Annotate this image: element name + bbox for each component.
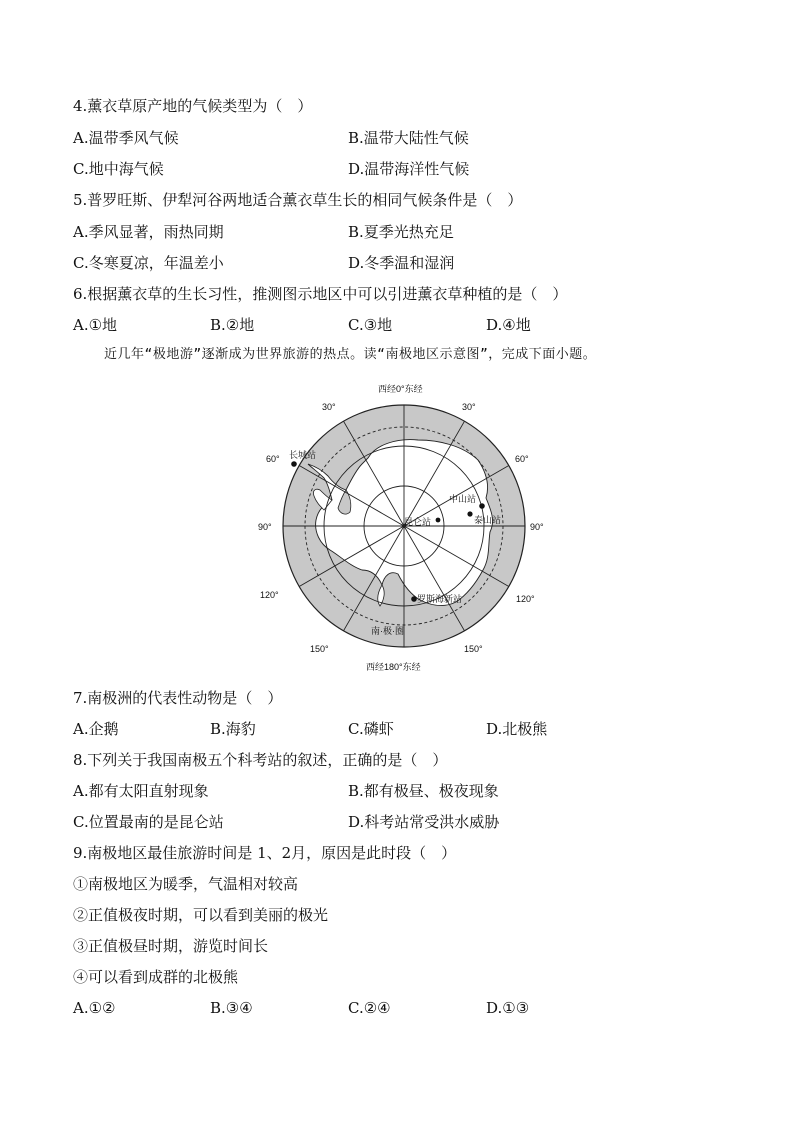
lon-label-90e: 90° bbox=[530, 522, 544, 532]
q7-option-a: A.企鹅 bbox=[73, 720, 119, 738]
kunlun-station-dot bbox=[436, 518, 441, 523]
changcheng-station-dot bbox=[291, 461, 297, 467]
q5-option-c: C.冬寒夏凉，年温差小 bbox=[73, 254, 224, 272]
lon-label-120e: 120° bbox=[516, 594, 535, 604]
lon-label-bottom: 西经180°东经 bbox=[366, 662, 421, 672]
q9-option-b: B.③④ bbox=[210, 999, 253, 1017]
q5-option-d: D.冬季温和湿润 bbox=[348, 254, 455, 272]
q9-statement-3: ③正值极昼时期，游览时间长 bbox=[73, 937, 269, 955]
lon-label-150w: 150° bbox=[310, 644, 329, 654]
lon-label-90w: 90° bbox=[258, 522, 272, 532]
lon-label-60w: 60° bbox=[266, 454, 280, 464]
changcheng-station-label: 长城站 bbox=[289, 450, 317, 460]
q8-option-b: B.都有极昼、极夜现象 bbox=[348, 782, 499, 800]
q9-stem: 9.南极地区最佳旅游时间是 1、2月，原因是此时段（ ） bbox=[73, 844, 457, 862]
q8-option-a: A.都有太阳直射现象 bbox=[73, 782, 209, 800]
q7-option-c: C.磷虾 bbox=[348, 720, 394, 738]
q9-statement-2: ②正值极夜时期，可以看到美丽的极光 bbox=[73, 906, 329, 924]
zhongshan-station-dot bbox=[479, 503, 485, 509]
antarctic-map bbox=[258, 380, 548, 672]
luosihai-station-label: 罗斯海新站 bbox=[417, 594, 463, 604]
q9-statement-1: ①南极地区为暖季，气温相对较高 bbox=[73, 875, 299, 893]
lon-label-150e: 150° bbox=[464, 644, 483, 654]
q9-option-c: C.②④ bbox=[348, 999, 391, 1017]
q4-stem: 4.薰衣草原产地的气候类型为（ ） bbox=[73, 97, 313, 115]
q4-option-b: B.温带大陆性气候 bbox=[348, 129, 469, 147]
q9-option-d: D.①③ bbox=[486, 999, 530, 1017]
q7-option-d: D.北极熊 bbox=[486, 720, 548, 738]
q4-option-d: D.温带海洋性气候 bbox=[348, 160, 470, 178]
q5-stem: 5.普罗旺斯、伊犁河谷两地适合薰衣草生长的相同气候条件是（ ） bbox=[73, 191, 523, 209]
q4-option-c: C.地中海气候 bbox=[73, 160, 164, 178]
q9-option-a: A.①② bbox=[73, 999, 116, 1017]
q8-option-c: C.位置最南的是昆仑站 bbox=[73, 813, 224, 831]
q6-stem: 6.根据薰衣草的生长习性，推测图示地区中可以引进薰衣草种植的是（ ） bbox=[73, 285, 568, 303]
taishan-station-label: 泰山站 bbox=[474, 515, 502, 525]
q6-option-a: A.①地 bbox=[73, 316, 118, 334]
q6-option-c: C.③地 bbox=[348, 316, 393, 334]
luosihai-station-dot bbox=[411, 596, 417, 602]
kunlun-station-label: 昆仑站 bbox=[404, 517, 432, 527]
q7-stem: 7.南极洲的代表性动物是（ ） bbox=[73, 689, 283, 707]
zhongshan-station-label: 中山站 bbox=[449, 494, 477, 504]
antarctic-circle-label: 南·极·圈 bbox=[371, 626, 404, 636]
section-intro: 近几年“极地游”逐渐成为世界旅游的热点。读“南极地区示意图”，完成下面小题。 bbox=[104, 347, 597, 362]
q8-stem: 8.下列关于我国南极五个科考站的叙述，正确的是（ ） bbox=[73, 751, 448, 769]
q8-option-d: D.科考站常受洪水威胁 bbox=[348, 813, 500, 831]
q5-option-a: A.季风显著，雨热同期 bbox=[73, 223, 224, 241]
lon-label-top: 西经0°东经 bbox=[378, 384, 423, 394]
q6-option-b: B.②地 bbox=[210, 316, 255, 334]
lon-label-120w: 120° bbox=[260, 590, 279, 600]
taishan-station-dot bbox=[467, 511, 472, 516]
q9-statement-4: ④可以看到成群的北极熊 bbox=[73, 968, 239, 986]
lon-label-30e: 30° bbox=[462, 402, 476, 412]
q4-option-a: A.温带季风气候 bbox=[73, 129, 179, 147]
q6-option-d: D.④地 bbox=[486, 316, 531, 334]
lon-label-30w: 30° bbox=[322, 402, 336, 412]
q7-option-b: B.海豹 bbox=[210, 720, 256, 738]
lon-label-60e: 60° bbox=[515, 454, 529, 464]
q5-option-b: B.夏季光热充足 bbox=[348, 223, 454, 241]
